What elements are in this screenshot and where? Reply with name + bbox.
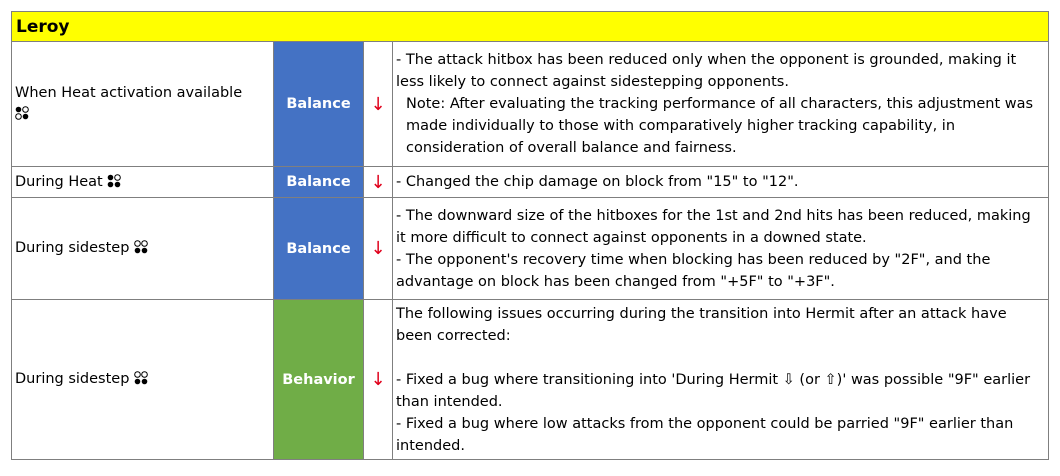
description-spacer (396, 347, 1044, 369)
change-type-badge: Balance (274, 167, 364, 198)
change-type-badge: Balance (274, 198, 364, 300)
change-description (393, 42, 1049, 167)
move-condition-cell (12, 300, 274, 460)
table-row (12, 300, 1049, 460)
character-header-row (12, 12, 1049, 42)
move-condition: During Heat (15, 173, 103, 190)
move-condition-cell (12, 167, 274, 198)
description-line: The following issues occurring during the transition into Hermit after an attack have been corrected: (396, 305, 1007, 344)
move-condition-cell (12, 42, 274, 167)
nerf-arrow-icon: ↓ (364, 300, 393, 460)
table-row (12, 42, 1049, 167)
move-condition: When Heat activation available (15, 85, 243, 101)
nerf-arrow-icon: ↓ (364, 42, 393, 167)
button-notation-icon (134, 371, 148, 385)
description-line: - The opponent's recovery time when blocking has been reduced by "2F", and the advantage on block has been changed from "+5F" to "+3F". (396, 251, 991, 290)
button-notation-icon (134, 240, 148, 254)
patch-notes-table (11, 11, 1048, 460)
move-condition-cell (12, 198, 274, 300)
table-row (12, 198, 1049, 300)
description-line: - Fixed a bug where transitioning into 'During Hermit ⇩ (or ⇧)' was possible "9F" earlier than intended. (396, 371, 1031, 410)
button-notation-icon (107, 174, 121, 188)
description-line: - Fixed a bug where low attacks from the opponent could be parried "9F" earlier than intended. (396, 415, 1014, 454)
description-line: - Changed the chip damage on block from "15" to "12". (396, 174, 799, 190)
description-note: Note: After evaluating the tracking performance of all characters, this adjustment was made individually to those with comparatively higher tracking capability, in consideration of overall balance and fairness. (406, 96, 1034, 156)
change-description (393, 167, 1049, 198)
change-type-badge: Behavior (274, 300, 364, 460)
change-description (393, 300, 1049, 460)
change-type-badge: Balance (274, 42, 364, 167)
move-condition: During sidestep (15, 371, 130, 387)
description-line: - The downward size of the hitboxes for the 1st and 2nd hits has been reduced, making it more difficult to connect against opponents in a downed state. (396, 207, 1031, 246)
character-name: Leroy (12, 12, 1049, 42)
table-row (12, 167, 1049, 198)
nerf-arrow-icon: ↓ (364, 198, 393, 300)
description-line: - The attack hitbox has been reduced only when the opponent is grounded, making it less likely to connect against sidestepping opponents. (396, 52, 1017, 90)
change-description (393, 198, 1049, 300)
move-condition: During sidestep (15, 240, 130, 256)
nerf-arrow-icon: ↓ (364, 167, 393, 198)
button-notation-icon (15, 106, 29, 120)
